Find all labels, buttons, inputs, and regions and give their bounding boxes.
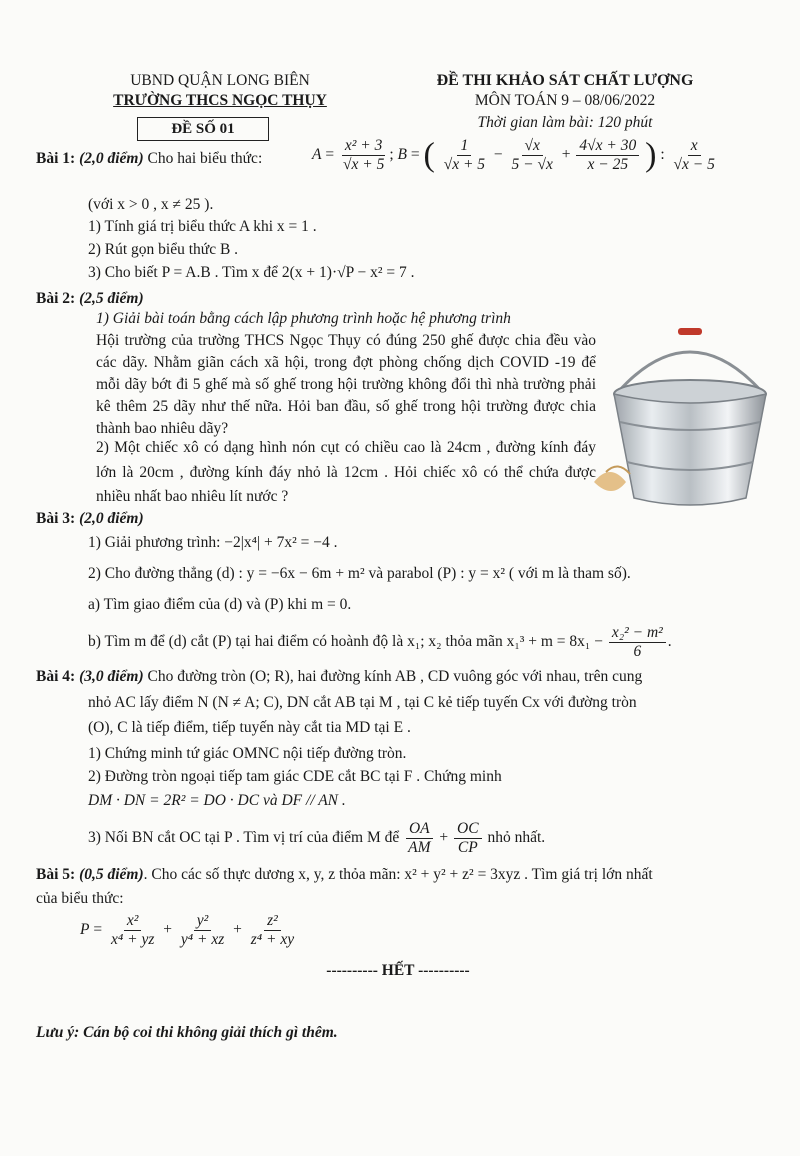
bai5-expression: P = $\frac{\text{x²}}{\text{x⁴ + yz}}$ + $\frac{\text{y²}}{\text{y⁴ + xz}}$ + $\frac{\text{z²}}{\text{z⁴ + xy}}$ [80, 912, 295, 948]
bai4-q2b: DM · DN = 2R² = DO · DC và DF // AN . [88, 792, 346, 809]
bai5-line2: của biểu thức: [36, 890, 124, 907]
bai1-q1: 1) Tính giá trị biểu thức A khi x = 1 . [88, 218, 317, 235]
bai4-q2: 2) Đường tròn ngoại tiếp tam giác CDE cắt BC tại F . Chứng minh [88, 768, 502, 785]
end-mark: ---------- HẾT ---------- [326, 962, 470, 979]
bai3-q2b-fraction: $\frac{\text{x₂² − m²}}{6}$ [609, 624, 666, 661]
school-name: TRƯỜNG THCS NGỌC THỤY [113, 92, 327, 109]
bucket-image [590, 322, 790, 508]
bai3-q2a: a) Tìm giao điểm của (d) và (P) khi m = 0. [88, 596, 352, 613]
duration: Thời gian làm bài: 120 phút [477, 114, 653, 131]
expr-a-fraction: $\frac{\text{x² + 3}}{√x + 5}$ [342, 137, 385, 173]
bai1-heading-line [36, 150, 262, 168]
bai1-heading: Bài 1: [36, 150, 76, 167]
bai4-points: (3,0 điểm) [79, 668, 144, 685]
district-name: UBND QUẬN LONG BIÊN [130, 72, 310, 89]
bai4-q1: 1) Chứng minh tứ giác OMNC nội tiếp đường tròn. [88, 745, 407, 762]
bai3-q1: 1) Giải phương trình: −2|x⁴| + 7x² = −4 . [88, 534, 338, 551]
bai3-q2b-text: b) Tìm m để (d) cắt (P) tại hai điểm có hoành độ là x₁; x₂ thỏa mãn x₁³ + m = 8x₁ − [88, 633, 603, 651]
bai2-points: (2,5 điểm) [79, 290, 144, 307]
bai4-q3-line: 3) Nối BN cắt OC tại P . Tìm vị trí của điểm M để $\frac{OA}{AM}$ + $\frac{OC}{CP}$ nhỏ nhất. [88, 820, 546, 856]
bai1-points: (2,0 điểm) [79, 150, 144, 167]
bai1-q2: 2) Rút gọn biểu thức B . [88, 241, 239, 258]
bai3-q2: 2) Cho đường thẳng (d) : y = −6x − 6m + m² và parabol (P) : y = x² ( với m là tham số). [88, 565, 631, 582]
subject-date: MÔN TOÁN 9 – 08/06/2022 [474, 92, 656, 109]
bai5-heading: Bài 5: [36, 866, 76, 883]
bai4-line3: (O), C là tiếp điểm, tiếp tuyến này cắt tia MD tại E . [88, 719, 411, 736]
bai2-sub2-text: 2) Một chiếc xô có dạng hình nón cụt có chiều cao là 24cm , đường kính đáy lớn là 20cm , đường kính đáy nhỏ là 12cm . Hỏi chiếc xô có thể chứa được nhiều nhất bao nhiêu lít nước ? [96, 439, 596, 505]
bai1-q3: 3) Cho biết P = A.B . Tìm x để 2(x + 1)·√P − x² = 7 . [88, 264, 415, 281]
bai3-points: (2,0 điểm) [79, 510, 144, 527]
bai1-expressions: A = $\frac{\text{x² + 3}}{√x + 5}$ ; B = ( $\frac{1}{√x + 5}$ − $\frac{√x}{5 - √x}$ + $\frac{4√x + 30}{x - 25}$ ) : $\frac{x}{√x - 5}$ [312, 136, 715, 174]
bai4-line1: Bài 4: (3,0 điểm) Cho đường tròn (O; R), hai đường kính AB , CD vuông góc với nhau, trên cung [36, 668, 643, 685]
bai1-condition: (với x > 0 , x ≠ 25 ). [88, 196, 214, 213]
bai5-points: (0,5 điểm) [79, 866, 144, 883]
exam-code-box: ĐỀ SỐ 01 [137, 117, 269, 141]
bai3-heading-line [36, 510, 144, 528]
exam-title: ĐỀ THI KHẢO SÁT CHẤT LƯỢNG [436, 72, 694, 89]
bai3-heading: Bài 3: [36, 510, 76, 527]
bai4-heading: Bài 4: [36, 668, 76, 685]
bai2-sub1-text: Hội trường của trường THCS Ngọc Thụy có đúng 250 ghế được chia đều vào các dãy. Nhằm giãn cách xã hội, trong đợt phòng chống dịch COVID -19 để mỗi dãy bớt đi 5 ghế mà số ghế trong hội trường không đổi thì nhà trường phải kê thêm 25 dãy như thế nữa. Hỏi ban đầu, số ghế trong hội trường được chia thành bao nhiêu dãy? [96, 332, 596, 437]
bai2-heading-line [36, 290, 144, 308]
bai1-intro: Cho hai biểu thức: [147, 150, 263, 167]
bai2-heading: Bài 2: [36, 290, 76, 307]
bai3-q2b-line: b) Tìm m để (d) cắt (P) tại hai điểm có hoành độ là x₁; x₂ thỏa mãn x₁³ + m = 8x₁ − $\frac{\text{x₂² − m²}}{6}$ . [88, 624, 672, 660]
footer-note: Lưu ý: Cán bộ coi thi không giải thích gì thêm. [36, 1024, 338, 1041]
bai4-line2: nhỏ AC lấy điểm N (N ≠ A; C), DN cắt AB tại M , tại C kẻ tiếp tuyến Cx với đường tròn [88, 694, 637, 711]
bai5-line1: Bài 5: (0,5 điểm). Cho các số thực dương x, y, z thỏa mãn: x² + y² + z² = 3xyz . Tìm giá trị lớn nhất [36, 866, 653, 883]
bai2-sub1-title: 1) Giải bài toán bằng cách lập phương trình hoặc hệ phương trình [96, 310, 511, 327]
